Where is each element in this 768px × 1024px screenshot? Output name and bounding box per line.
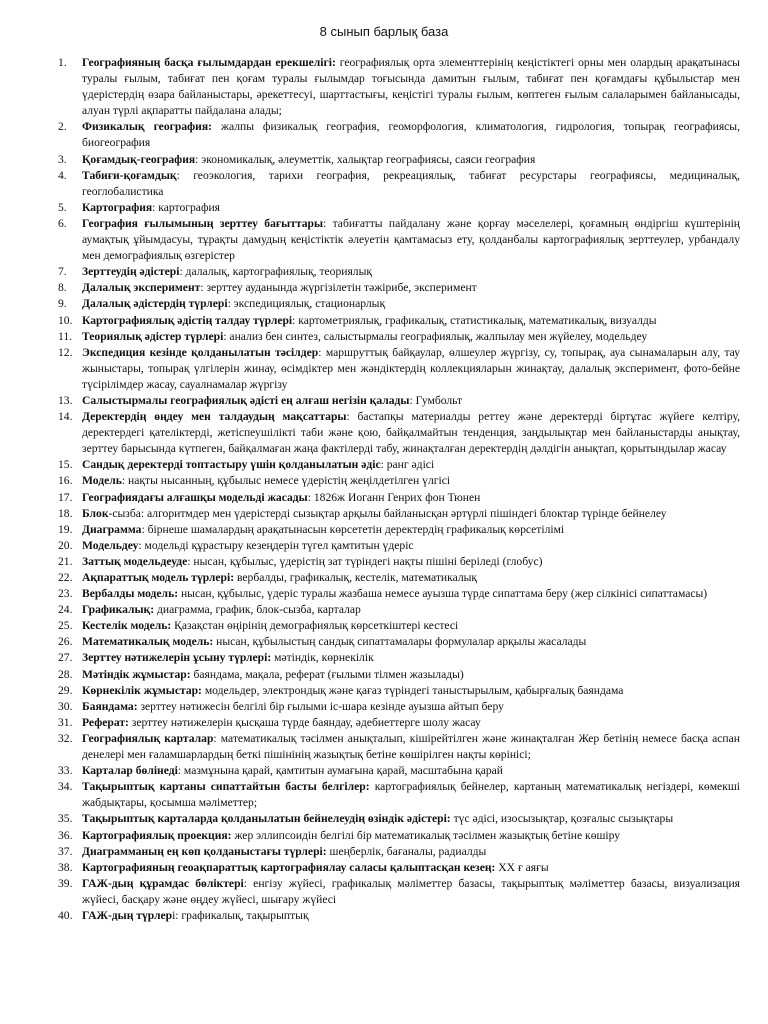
item-term: Географияның басқа ғылымдардан ерекшелігі:	[82, 56, 336, 69]
item-description: : нысан, құбылыс, үдерістің зат түріндегі нақты пішіні беріледі (глобус)	[187, 554, 543, 568]
item-number: 18.	[58, 506, 73, 520]
list-item	[58, 779, 740, 811]
item-term: Математикалық модель:	[82, 635, 214, 649]
item-term: Тақырыптық карталарда қолданылатын бейнелеудің өзіндік әдістері:	[82, 812, 451, 826]
item-description: диаграмма, график, блок-сызба, карталар	[154, 603, 361, 617]
item-description: шеңберлік, бағаналы, радиалды	[326, 844, 487, 858]
item-term: Деректердің өңдеу мен талдаудың мақсаттары	[82, 410, 347, 424]
item-number: 1.	[58, 56, 67, 69]
list-item	[58, 280, 740, 296]
item-number: 5.	[58, 200, 67, 214]
list-item	[58, 200, 740, 216]
list-item	[58, 618, 740, 634]
item-description: : картометриялық, графикалық, статистикалық, математикалық, визуалды	[292, 313, 657, 327]
item-description: модельдер, электрондық және қағаз түріндегі таныстырылым, қабырғалық баяндама	[201, 683, 624, 697]
item-term: Ақпараттық модель түрлері:	[82, 571, 235, 584]
item-description: : математикалық тәсілмен анықталып, кішірейтілген және жинақталған Жер бетінің немесе басқа аспан денелері мен ғаламшарлардың беткі пішінінің жазықтық бетіне көшірілген нақты көрінісі;	[82, 731, 740, 762]
item-number: 31.	[58, 715, 73, 729]
item-number: 28.	[58, 667, 73, 681]
item-term: Тақырыптық картаны сипаттайтын басты белгілер:	[82, 780, 370, 794]
list-item	[58, 634, 740, 650]
item-term: ГАЖ-дың түрлер	[82, 908, 173, 922]
item-description: : енгізу жүйесі, графикалық мәліметтер базасы, тақырыптық мәліметтер базасы, визуализация жүйесі, басқару және өңдеу жүйесі, шығару жүйесі	[82, 876, 741, 906]
list-item	[58, 538, 740, 554]
list-item	[58, 602, 740, 618]
item-description: : анализ бен синтез, салыстырмалы географиялық, жалпылау мен жүйелеу, модельдеу	[223, 329, 648, 343]
item-term: Диаграмманың ең көп қолданыстағы түрлері:	[82, 844, 327, 858]
list-item	[58, 699, 740, 715]
item-number: 36.	[58, 828, 73, 842]
item-description: жалпы физикалық география, геоморфология, климатология, гидрология, топырақ географиясы, биогеография	[82, 120, 740, 150]
list-item	[58, 876, 741, 908]
item-description: -сызба: алгоритмдер мен үдерістерді сызықтар арқылы байланысқан әртүрлі пішіндегі блоктар түрінде бейнелеу	[108, 506, 667, 520]
item-term: Географиялық карталар	[82, 731, 214, 745]
item-number: 38.	[58, 860, 73, 874]
item-number: 30.	[58, 699, 73, 713]
item-description: нысан, құбылыс, үдеріс туралы жазбаша немесе ауызша түрде сипаттама беру (жер сілкінісі сипаттамасы)	[178, 587, 708, 601]
list-item	[58, 296, 740, 312]
list-item	[58, 152, 740, 168]
item-number: 21.	[58, 554, 73, 568]
item-description: мәтіндік, көрнекілік	[271, 651, 374, 665]
item-term: Баяндама:	[82, 699, 138, 713]
item-term: Реферат:	[82, 715, 129, 729]
item-description: : зерттеу ауданында жүргізілетін тәжірибе, эксперимент	[200, 281, 477, 295]
item-description: : далалық, картографиялық, теориялық	[179, 265, 373, 279]
list-item	[58, 490, 740, 506]
item-description: картографиялық бейнелер, картаның математикалық негіздері, көмекші жабдықтары, қосымша мәліметтер;	[82, 780, 740, 810]
list-item	[58, 264, 740, 280]
item-term: География ғылымының зерттеу бағыттары	[82, 216, 324, 230]
item-description: Қазақстан өңірінің демографиялық көрсеткіштері кестесі	[171, 619, 459, 633]
item-description: зерттеу нәтижелерін қысқаша түрде баяндау, әдебиеттерге шолу жасау	[128, 715, 481, 729]
item-term: Картографияның геоақпараттық картографиялау саласы қалыптасқан кезең:	[82, 860, 496, 874]
list-item	[58, 409, 740, 457]
item-number: 27.	[58, 651, 73, 665]
list-item	[58, 216, 741, 264]
list-item	[58, 650, 740, 666]
item-term: Зерттеу нәтижелерін ұсыну түрлері:	[82, 651, 272, 665]
item-term: Далалық әдістердің түрлері	[82, 297, 228, 311]
item-number: 25.	[58, 619, 73, 633]
item-term: Табиғи-қоғамдық	[82, 168, 177, 182]
item-number: 2.	[58, 120, 67, 134]
item-description: : бірнеше шамалардың арақатынасын көрсететін деректердің графикалық көрсетілімі	[141, 522, 565, 536]
item-term: Теориялық әдістер түрлері	[82, 329, 224, 343]
item-number: 37.	[58, 844, 73, 858]
item-term: ГАЖ-дың құрамдас бөліктері	[82, 876, 244, 890]
list-item	[58, 55, 740, 119]
item-term: Вербалды модель:	[82, 587, 179, 601]
item-number: 17.	[58, 490, 73, 504]
item-description: : картография	[152, 200, 220, 214]
item-number: 15.	[58, 458, 73, 472]
item-number: 40.	[58, 908, 73, 922]
item-number: 16.	[58, 474, 73, 488]
list-item	[58, 313, 740, 329]
item-term: Салыстырмалы географиялық әдісті ең алғаш негізін қалады	[82, 393, 410, 407]
list-item	[58, 908, 740, 924]
list-item	[58, 828, 740, 844]
item-number: 20.	[58, 538, 73, 552]
item-number: 8.	[58, 281, 67, 295]
item-number: 9.	[58, 297, 67, 311]
list-item	[58, 119, 740, 151]
item-description: : ранг әдісі	[380, 458, 435, 472]
list-item	[58, 393, 740, 409]
item-number: 39.	[58, 876, 73, 890]
item-number: 33.	[58, 764, 73, 778]
item-description: жер эллипсоидін белгілі бір математикалық тәсілмен жазықтық бетіне көшіру	[231, 828, 621, 842]
list-item	[58, 586, 740, 602]
definition-list	[58, 55, 741, 924]
list-item	[58, 570, 740, 586]
item-description: : Гумбольт	[409, 393, 463, 407]
item-description: баяндама, мақала, реферат (ғылыми тілмен жазылады)	[190, 667, 464, 681]
item-description: : нақты нысанның, құбылыс немесе үдерістің жеңілдетілген үлгісі	[121, 474, 451, 488]
item-term: Картография	[82, 200, 153, 214]
item-term: Заттық модельдеуде	[82, 554, 188, 568]
item-term: Картографиялық әдістің талдау түрлері	[82, 313, 293, 327]
item-description: түс әдісі, изосызықтар, қозғалыс сызықтары	[450, 812, 674, 826]
item-term: Блок	[82, 506, 109, 520]
item-term: Кестелік модель:	[82, 619, 172, 633]
item-term: Экспедиция кезінде қолданылатын тәсілдер	[82, 345, 319, 359]
list-item	[58, 473, 740, 489]
item-description: : мазмұнына қарай, қамтитын аумағына қарай, масштабына қарай	[177, 764, 504, 778]
item-term: Диаграмма	[82, 522, 142, 536]
item-number: 34.	[58, 780, 73, 794]
item-number: 32.	[58, 731, 73, 745]
item-number: 19.	[58, 522, 73, 536]
list-item	[58, 522, 740, 538]
item-description: вербалды, графикалық, кестелік, математикалық	[234, 571, 478, 584]
page-title: 8 сынып барлық база	[319, 24, 449, 39]
item-term: Картографиялық проекция:	[82, 828, 232, 842]
item-number: 22.	[58, 571, 73, 584]
item-description: : 1826ж Иоганн Генрих фон Тюнен	[307, 490, 481, 504]
item-term: Көрнекілік жұмыстар:	[82, 683, 202, 697]
item-number: 26.	[58, 635, 73, 649]
item-number: 24.	[58, 603, 73, 617]
item-description: : геоэкология, тарихи география, рекреациялық, табиғат ресурстары географиясы, медициналық, геоглобалистика	[82, 168, 740, 198]
item-term: Физикалық география:	[82, 120, 212, 134]
item-number: 3.	[58, 152, 67, 166]
item-term: Сандық деректерді топтастыру үшін қолданылатын әдіс	[82, 458, 381, 472]
item-description: географиялық орта элементтерінің кеңістіктегі орны мен олардың арақатынасы туралы ғылым, табиғат пен қоғам туралы ғылымдар тоғысында дамитын ғылым, табиғат пен қоғамдағы құбылыстар мен үдерістердің өзара байланыстары, әрекеттесуі, шарттастығы, кеңістігі туралы ғылым, көптеген ғылым салаларымен байланысады, алуан түрлі ақпаратты пайдалана алады;	[82, 56, 740, 118]
item-number: 4.	[58, 168, 67, 182]
item-description: XX ғ аяғы	[495, 860, 549, 874]
list-item	[58, 683, 740, 699]
item-term: Модельдеу	[82, 538, 139, 552]
list-item	[58, 715, 740, 731]
item-number: 11.	[58, 329, 73, 343]
item-term: Далалық эксперимент	[82, 281, 201, 295]
item-number: 12.	[58, 345, 73, 359]
item-term: Географиядағы алғашқы модельді жасады	[82, 490, 308, 504]
list-item	[58, 811, 740, 827]
item-description: : экспедициялық, стационарлық	[227, 297, 386, 311]
item-term: Мәтіндік жұмыстар:	[82, 667, 191, 681]
list-item	[58, 860, 740, 876]
list-item	[58, 329, 740, 345]
item-number: 14.	[58, 410, 73, 424]
item-number: 7.	[58, 265, 67, 279]
item-description: : табиғатты пайдалану және қорғау мәселелері, қоғамның өндіргіш күштерінің аумақтық ұйымдасуы, тұрақты дамудың кеңістіктік әлеуетін қамтамасыз ету, қолданбалы картографиялық зерттеулер, урбандалу мен демографиялық өзгерістер	[82, 216, 741, 263]
item-description: і: графикалық, тақырыптық	[172, 908, 309, 922]
list-item	[58, 731, 740, 763]
item-description: : бастапқы материалды реттеу және деректерді біртұтас жүйеге келтіру, деректердегі қателіктерді, жетіспеушілікті таби және қою, байқалмайтын тенденция, заңдылықтар мен байланыстарды анықтау, зерттеу барысында күтпеген, байқалмаған жаңа фактілерді табу, жинақталған деректердің дәлдігін анықтап, қорытындылар жасау	[82, 410, 740, 456]
item-description: : маршруттық байқаулар, өлшеулер жүргізу, су, топырақ, ауа сынамаларын алу, тау жыныстары, топырақ үлгілерін жинау, өсімдіктер мен жәндіктердің коллекцияларын жинақтау, далалық эксперимент, фото-бейне түсірілімдер жасау, сауалнамалар жүргізу	[82, 345, 741, 391]
item-description: нысан, құбылыстың сандық сипаттамалары формулалар арқылы жасалады	[213, 635, 587, 649]
item-number: 35.	[58, 812, 73, 826]
list-item	[58, 763, 740, 779]
list-item	[58, 457, 740, 473]
item-term: Зерттеудің әдістері	[82, 265, 180, 279]
item-description: : экономикалық, әлеуметтік, халықтар географиясы, саяси география	[195, 152, 536, 166]
item-number: 23.	[58, 587, 73, 601]
item-term: Карталар бөлінеді	[82, 764, 178, 778]
list-item	[58, 506, 740, 522]
item-number: 13.	[58, 393, 73, 407]
list-item	[58, 345, 741, 393]
list-item	[58, 844, 740, 860]
list-item	[58, 554, 740, 570]
list-item	[58, 168, 740, 200]
item-number: 10.	[58, 313, 73, 327]
item-description: : модельді құрастыру кезеңдерін түгел қамтитын үдеріс	[138, 538, 414, 552]
item-description: зерттеу нәтижесін белгілі бір ғылыми іс-шара кезінде ауызша айтып беру	[137, 699, 504, 713]
item-term: Графикалық:	[82, 603, 155, 617]
list-item	[58, 667, 740, 683]
item-number: 6.	[58, 216, 67, 230]
item-term: Модель	[82, 474, 122, 488]
item-number: 29.	[58, 683, 73, 697]
item-term: Қоғамдық-география	[82, 152, 196, 166]
